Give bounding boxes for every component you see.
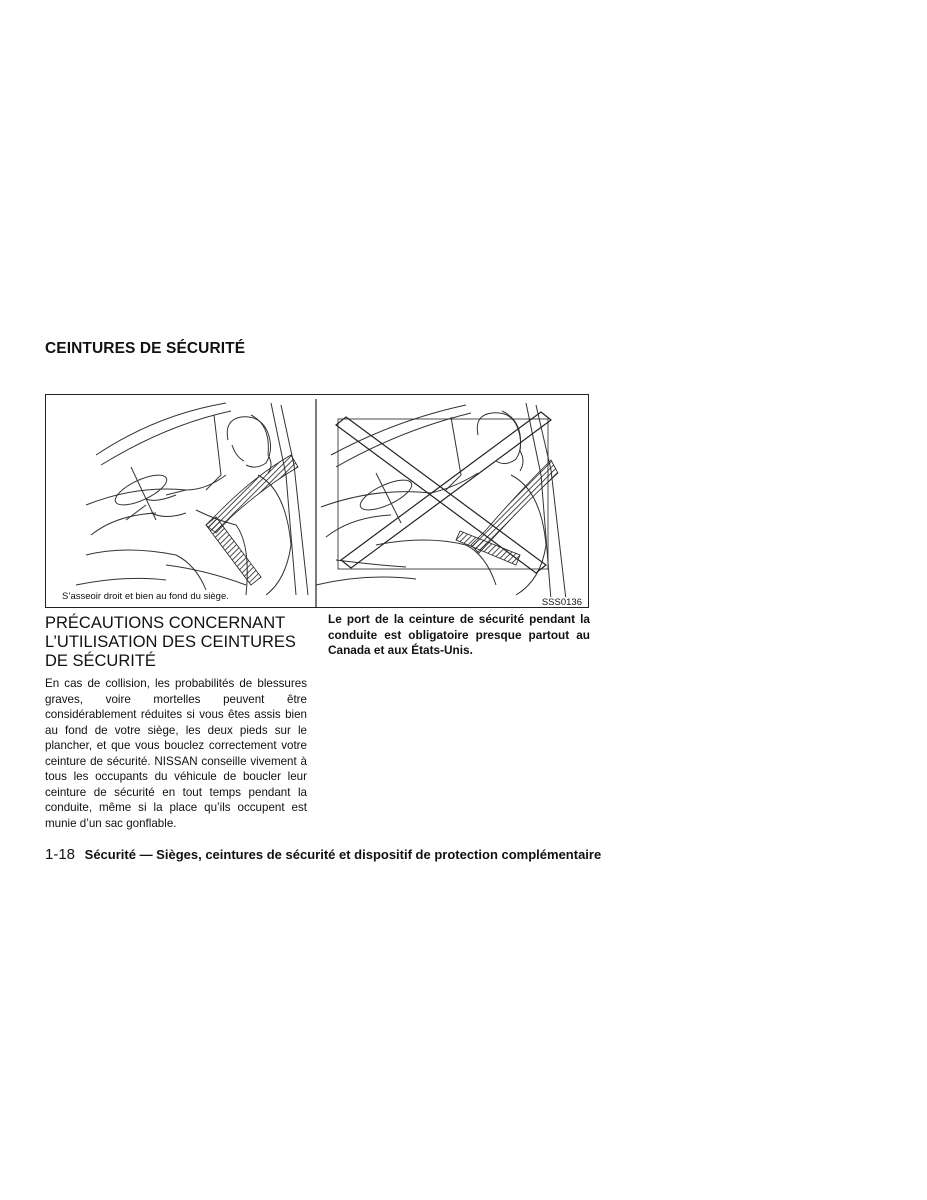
figure-caption: S’asseoir droit et bien au fond du siège. [62,591,229,602]
cross-out-icon [336,412,551,573]
page-number: 1-18 [45,846,76,863]
figure-code: SSS0136 [541,597,582,608]
seatbelt-illustration [45,394,589,608]
page-footer [45,846,601,863]
body-paragraph: En cas de collision, les probabilités de blessures graves, voire mortelles peuvent être considérablement réduites si vous êtes assis bien au fond de votre siège, les deux pieds sur le plancher, et que vous bouclez correctement votre ceinture de sécurité. NISSAN conseille vivement à tous les occupants du véhicule de boucler leur ceinture de sécurité en tout temps pendant la conduite, même si la place qu’ils occupent est munie d’un sac gonflable. [45,677,307,830]
legal-note: Le port de la ceinture de sécurité pendant la conduite est obligatoire presque partout au Canada et aux États-Unis. [328,612,590,657]
illustration-drawing [46,395,589,608]
footer-title: Sécurité — Sièges, ceintures de sécurité et dispositif de protection complémentaire [84,847,602,862]
section-title: CEINTURES DE SÉCURITÉ [45,340,246,357]
seated-driver-icon [76,403,308,595]
subheading: PRÉCAUTIONS CONCERNANT L’UTILISATION DES CEINTURES DE SÉCURITÉ [45,614,296,670]
